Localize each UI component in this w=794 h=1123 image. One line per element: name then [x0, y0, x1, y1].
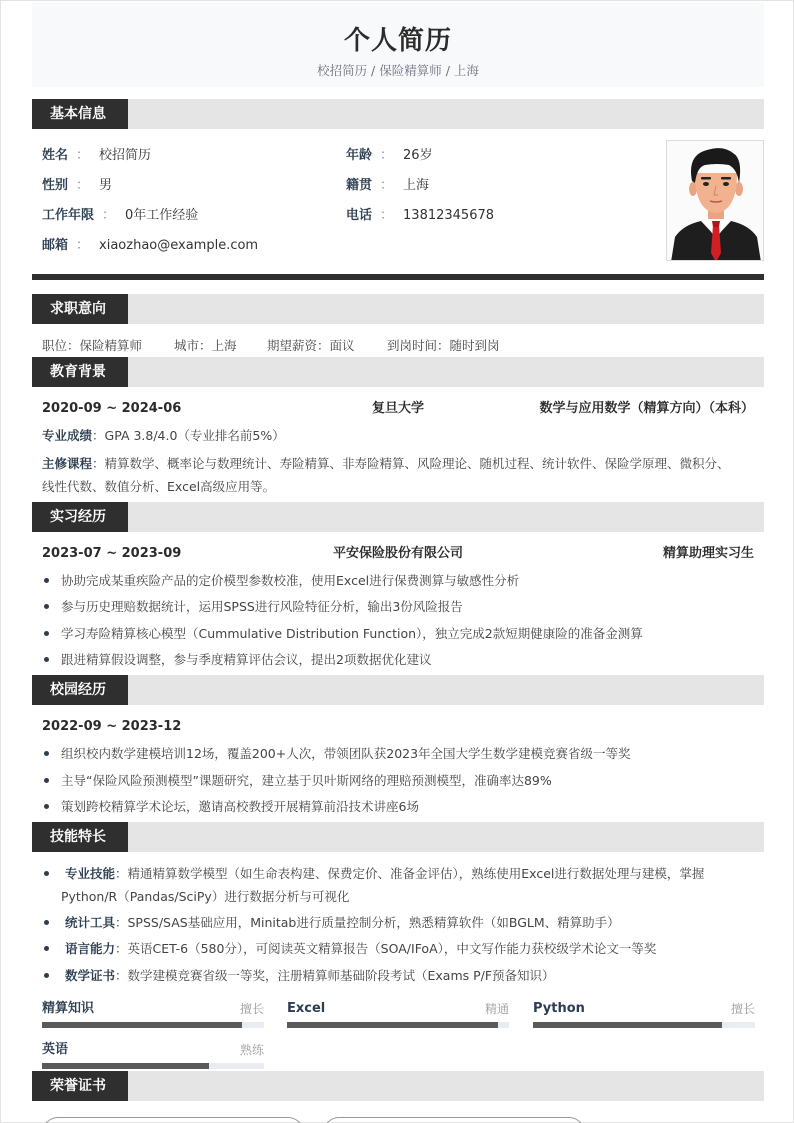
skill-bar-fill [533, 1022, 722, 1028]
section-title: 求职意向 [32, 294, 128, 324]
skill-text-cont: Python/R（Pandas/SciPy）进行数据分析与可视化 [61, 889, 350, 904]
section-skills [32, 822, 764, 852]
education-major: 数学与应用数学（精算方向）（本科） [539, 401, 754, 416]
list-item [42, 914, 620, 932]
education-courses [42, 455, 730, 473]
field-label: 年龄 [346, 148, 373, 163]
list-item: 策划跨校精算学术论坛，邀请高校教授开展精算前沿技术讲座6场 [42, 798, 419, 816]
field-value: 男 [99, 178, 113, 193]
education-gpa [42, 427, 285, 445]
list-item [42, 940, 656, 958]
field-phone: 电话 ： 13812345678 [346, 208, 495, 223]
skill-bar-track [42, 1063, 264, 1069]
list-item: 组织校内数学建模培训12场，覆盖200+人次，带领团队获2023年全国大学生数学建模竞赛省级一等奖 [42, 745, 631, 763]
section-honors [32, 1071, 764, 1101]
field-label: 邮箱 [42, 238, 69, 253]
skill-label: 统计工具 [64, 915, 115, 930]
field-value: 26岁 [403, 148, 433, 163]
internship-header-row [42, 545, 754, 563]
skill-label: 语言能力 [64, 941, 115, 956]
skill-bar-name: 精算知识 [42, 1001, 95, 1016]
field-age: 年龄 ： 26岁 [346, 148, 433, 163]
avatar [666, 140, 764, 261]
intent-city: 城市：上海 [174, 338, 237, 353]
section-title: 实习经历 [32, 502, 128, 532]
internship-company: 平安保险股份有限公司 [332, 546, 463, 561]
skill-bar-level: 擅长 [239, 1002, 264, 1016]
intent-position: 职位：保险精算师 [42, 338, 143, 353]
courses-value: ：精算数学、概率论与数理统计、寿险精算、非寿险精算、风险理论、随机过程、统计软件、保险学原理、微积分、 [92, 456, 730, 471]
field-value: 0年工作经验 [125, 208, 199, 223]
skill-bar-name: 英语 [42, 1042, 69, 1057]
skill-label: 专业技能 [64, 866, 115, 881]
skill-bar [42, 1000, 264, 1036]
skill-label: 数学证书 [64, 968, 115, 983]
field-gender: 性别 ： 男 [42, 178, 113, 193]
skill-bar-fill [42, 1063, 209, 1069]
field-label: 性别 [42, 178, 69, 193]
section-basic-info [32, 99, 764, 129]
page-subtitle: 校招简历 / 保险精算师 / 上海 [317, 63, 479, 78]
gpa-label: 专业成绩 [42, 428, 93, 443]
field-label: 电话 [346, 208, 373, 223]
skill-bar [533, 1000, 755, 1036]
section-title: 校园经历 [32, 675, 128, 705]
field-experience: 工作年限 ： 0年工作经验 [42, 208, 199, 223]
field-label: 工作年限 [42, 208, 95, 223]
list-item [42, 865, 704, 883]
field-label: 姓名 [42, 148, 69, 163]
list-item [42, 967, 555, 985]
field-value: 上海 [403, 178, 430, 193]
internship-period: 2023-07 ~ 2023-09 [42, 546, 182, 561]
list-item: 协助完成某重疾险产品的定价模型参数校准，使用Excel进行保费测算与敏感性分析 [42, 572, 519, 590]
skill-bar-level: 擅长 [730, 1002, 755, 1016]
portrait-illustration-icon [667, 141, 764, 261]
page-title: 个人简历 [343, 26, 452, 56]
section-job-intent [32, 294, 764, 324]
education-courses-cont: 线性代数、数值分析、Excel高级应用等。 [42, 479, 276, 494]
skill-text: ：数学建模竞赛省级一等奖，注册精算师基础阶段考试（Exams P/F预备知识） [115, 968, 555, 983]
field-value: xiaozhao@example.com [99, 238, 259, 253]
resume-header [32, 3, 764, 87]
campus-period: 2022-09 ~ 2023-12 [42, 719, 182, 734]
field-email: 邮箱 ： xiaozhao@example.com [42, 238, 259, 253]
skill-text: ：英语CET-6（580分），可阅读英文精算报告（SOA/IFoA），中文写作能力获校级学术论文一等奖 [115, 941, 657, 956]
section-title: 技能特长 [32, 822, 128, 852]
intent-arrival: 到岗时间：随时到岗 [387, 338, 500, 353]
section-education [32, 357, 764, 387]
certificate-card [42, 1117, 304, 1123]
skill-bar-track [42, 1022, 264, 1028]
field-name: 姓名 ： 校招简历 [42, 148, 152, 163]
skill-bar-track [533, 1022, 755, 1028]
intent-salary: 期望薪资：面议 [267, 338, 355, 353]
skill-text: ：SPSS/SAS基础应用，Minitab进行质量控制分析，熟悉精算软件（如BGLM、精算助手） [115, 915, 620, 930]
list-item: 跟进精算假设调整，参与季度精算评估会议，提出2项数据优化建议 [42, 651, 431, 669]
section-title: 基本信息 [32, 99, 128, 129]
divider [32, 274, 764, 280]
field-hometown: 籍贯 ： 上海 [346, 178, 430, 193]
list-item: 学习寿险精算核心模型（Cummulative Distribution Function），独立完成2款短期健康险的准备金测算 [42, 625, 643, 643]
skill-bar-level: 精通 [484, 1002, 509, 1016]
gpa-value: ：GPA 3.8/4.0（专业排名前5%） [92, 428, 285, 443]
list-item: 主导“保险风险预测模型”课题研究，建立基于贝叶斯网络的理赔预测模型，准确率达89% [42, 772, 552, 790]
skill-bar-track [287, 1022, 509, 1028]
section-internship [32, 502, 764, 532]
internship-role: 精算助理实习生 [662, 546, 754, 561]
field-label: 籍贯 [346, 178, 373, 193]
certificate-card [323, 1117, 585, 1123]
section-campus [32, 675, 764, 705]
list-item: 参与历史理赔数据统计，运用SPSS进行风险特征分析，输出3份风险报告 [42, 598, 463, 616]
skill-text: ：精通精算数学模型（如生命表构建、保费定价、准备金评估），熟练使用Excel进行数据处理与建模，掌握 [115, 866, 705, 881]
skill-bar-level: 熟练 [239, 1043, 264, 1057]
campus-header-row [42, 718, 754, 736]
skill-bar-fill [42, 1022, 242, 1028]
education-period: 2020-09 ~ 2024-06 [42, 401, 182, 416]
section-title: 教育背景 [32, 357, 128, 387]
field-value: 13812345678 [403, 208, 495, 223]
education-header-row [42, 400, 754, 418]
skill-bar-name: Excel [287, 1001, 326, 1016]
section-title: 荣誉证书 [32, 1071, 128, 1101]
education-school: 复旦大学 [371, 401, 424, 416]
skill-bar-fill [287, 1022, 498, 1028]
courses-label: 主修课程 [42, 456, 93, 471]
field-value: 校招简历 [99, 148, 152, 163]
skill-bar [287, 1000, 509, 1036]
skill-bar-name: Python [533, 1001, 585, 1016]
